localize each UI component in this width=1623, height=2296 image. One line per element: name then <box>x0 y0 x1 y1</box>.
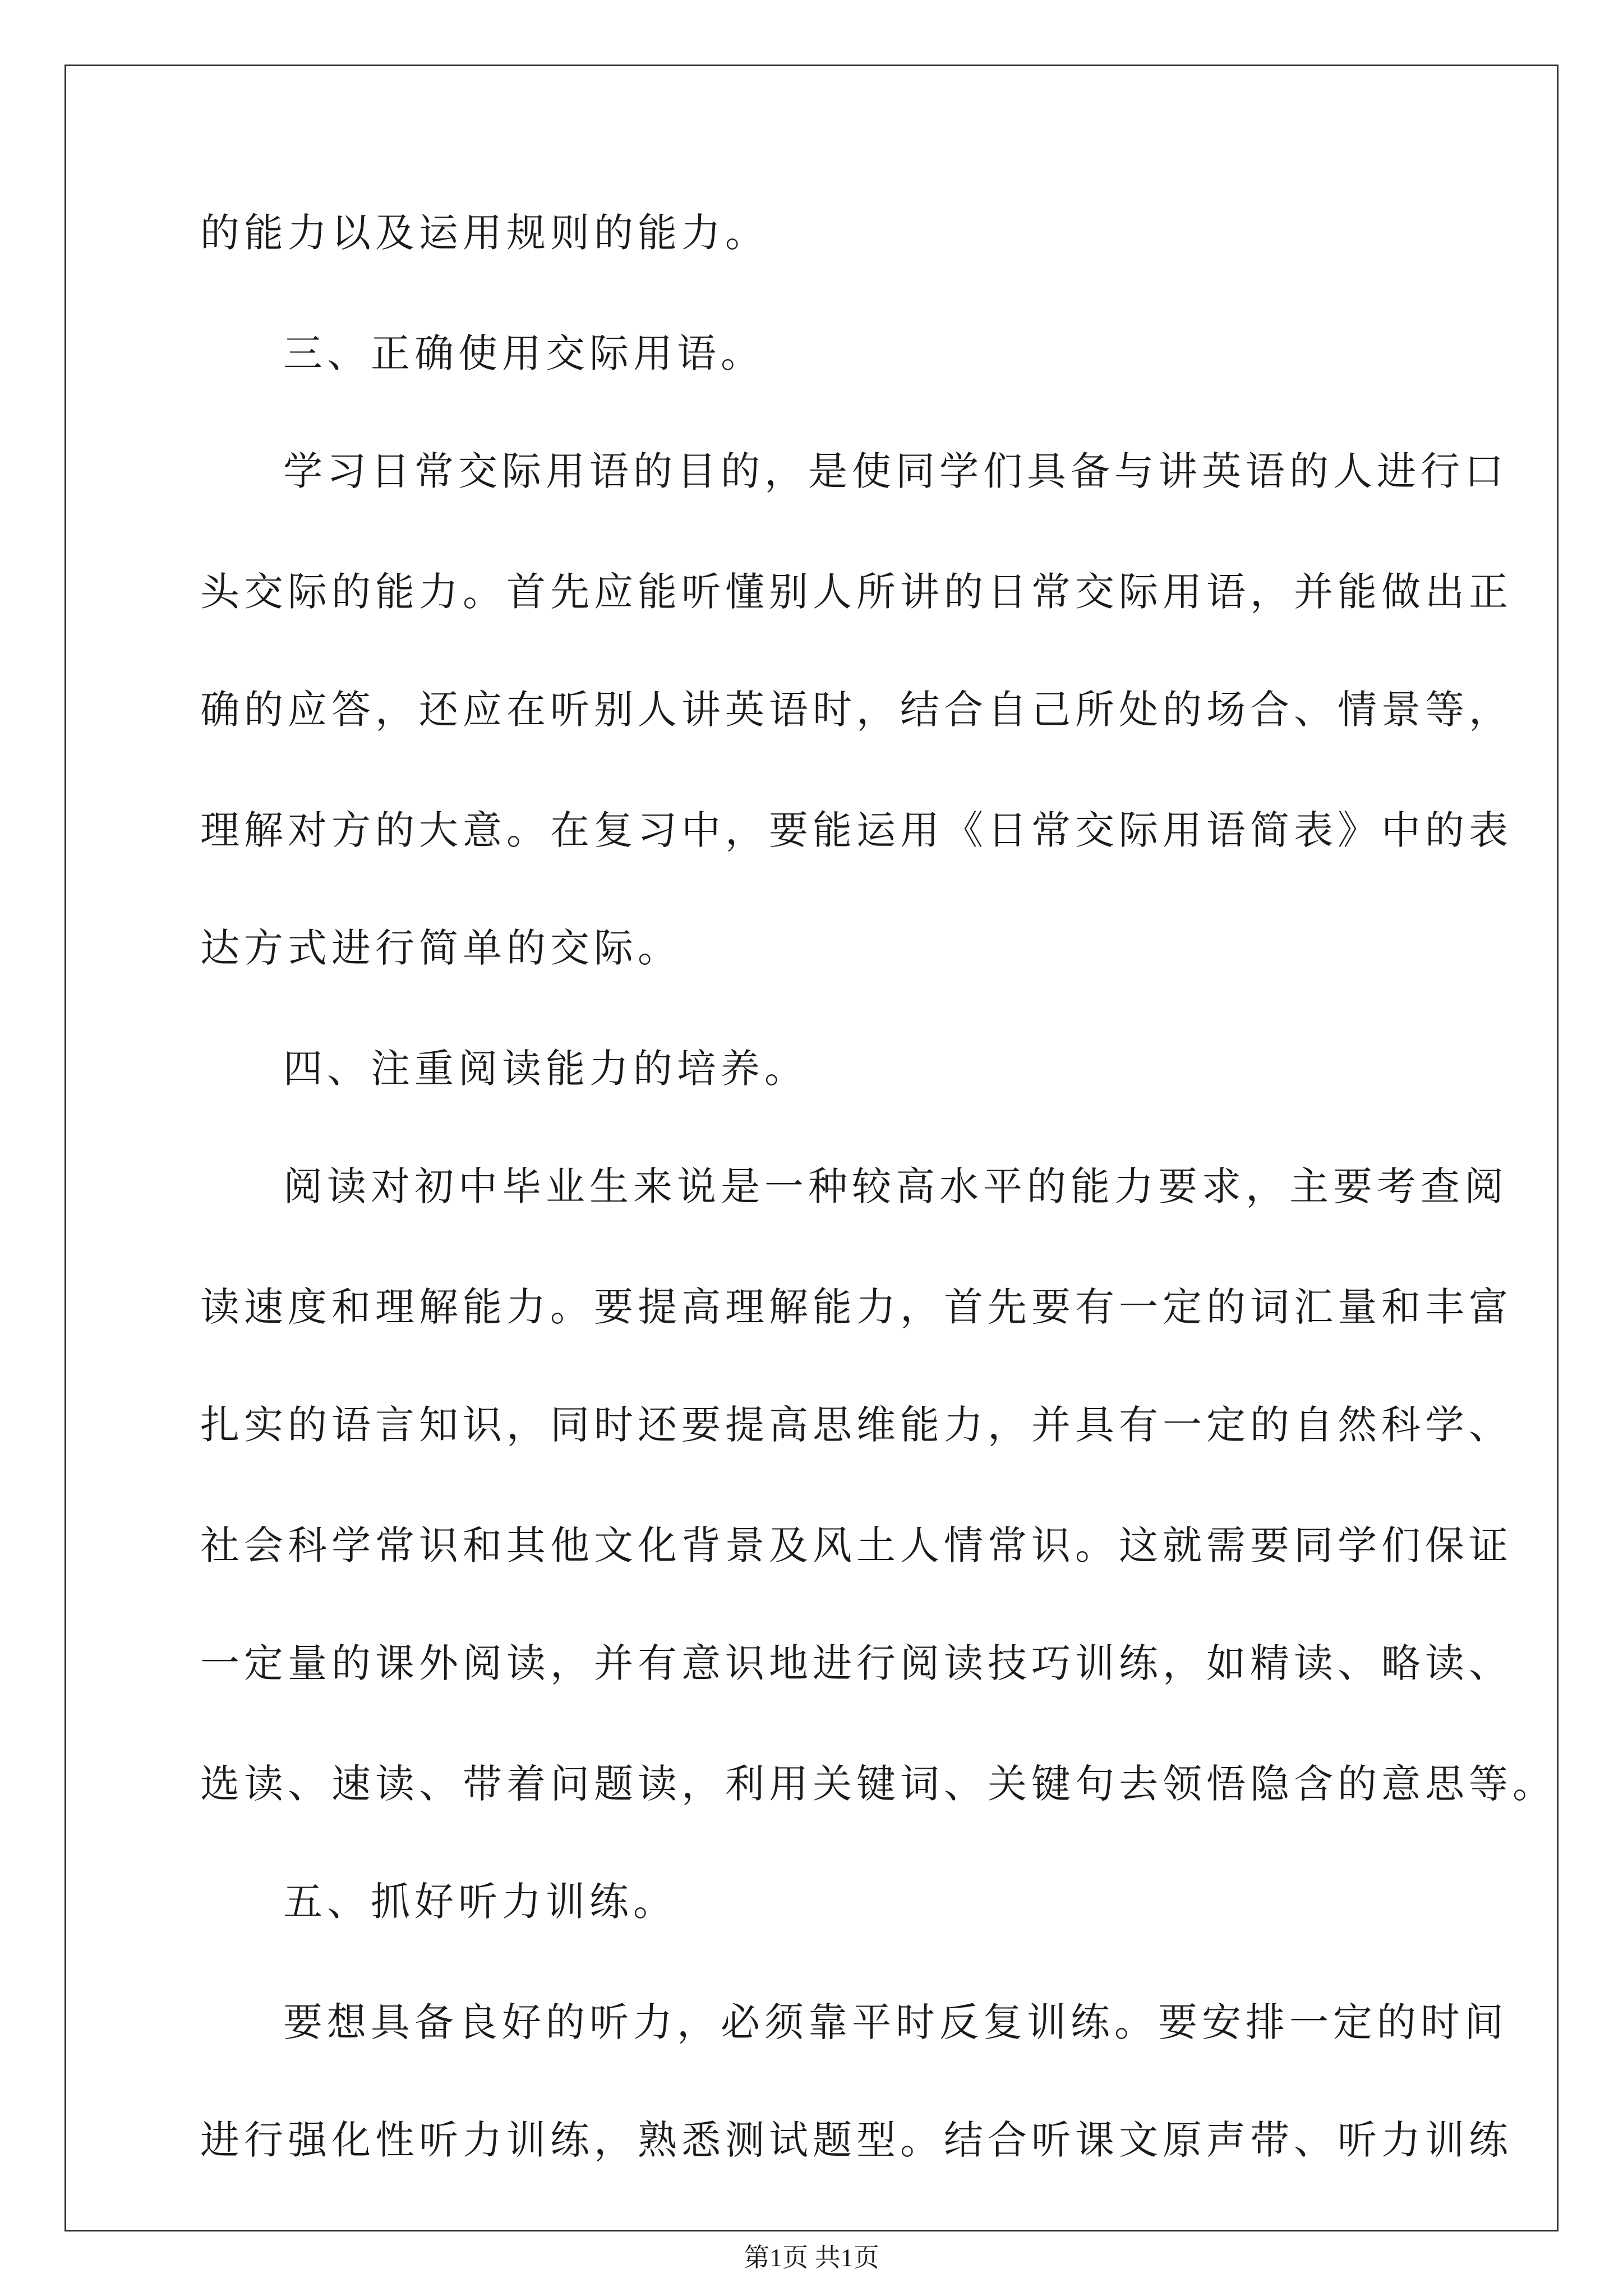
text-line: 确的应答，还应在听别人讲英语时，结合自己所处的场合、情景等， <box>200 687 1513 733</box>
text-line: 扎实的语言知识，同时还要提高思维能力，并具有一定的自然科学、 <box>200 1402 1513 1448</box>
text-line: 社会科学常识和其他文化背景及风土人情常识。这就需要同学们保证 <box>200 1522 1513 1568</box>
text-line: 理解对方的大意。在复习中，要能运用《日常交际用语简表》中的表 <box>200 807 1513 853</box>
section-heading: 五、抓好听力训练。 <box>283 1879 677 1925</box>
page-footer: 第1页 共1页 <box>744 2243 879 2272</box>
text-line: 要想具备良好的听力，必须靠平时反复训练。要安排一定的时间 <box>283 1999 1508 2045</box>
text-line: 读速度和理解能力。要提高理解能力，首先要有一定的词汇量和丰富 <box>200 1284 1513 1330</box>
text-line: 的能力以及运用规则的能力。 <box>200 210 769 256</box>
text-line: 达方式进行简单的交际。 <box>200 925 681 971</box>
section-heading: 三、正确使用交际用语。 <box>283 330 764 376</box>
text-line: 阅读对初中毕业生来说是一种较高水平的能力要求，主要考查阅 <box>283 1163 1508 1209</box>
text-line: 进行强化性听力训练，熟悉测试题型。结合听课文原声带、听力训练 <box>200 2117 1513 2163</box>
text-line: 选读、速读、带着问题读，利用关键词、关键句去领悟隐含的意思等。 <box>200 1761 1556 1807</box>
text-line: 头交际的能力。首先应能听懂别人所讲的日常交际用语，并能做出正 <box>200 569 1513 615</box>
section-heading: 四、注重阅读能力的培养。 <box>283 1046 808 1092</box>
text-line: 学习日常交际用语的目的，是使同学们具备与讲英语的人进行口 <box>283 448 1508 494</box>
text-line: 一定量的课外阅读，并有意识地进行阅读技巧训练，如精读、略读、 <box>200 1640 1513 1686</box>
